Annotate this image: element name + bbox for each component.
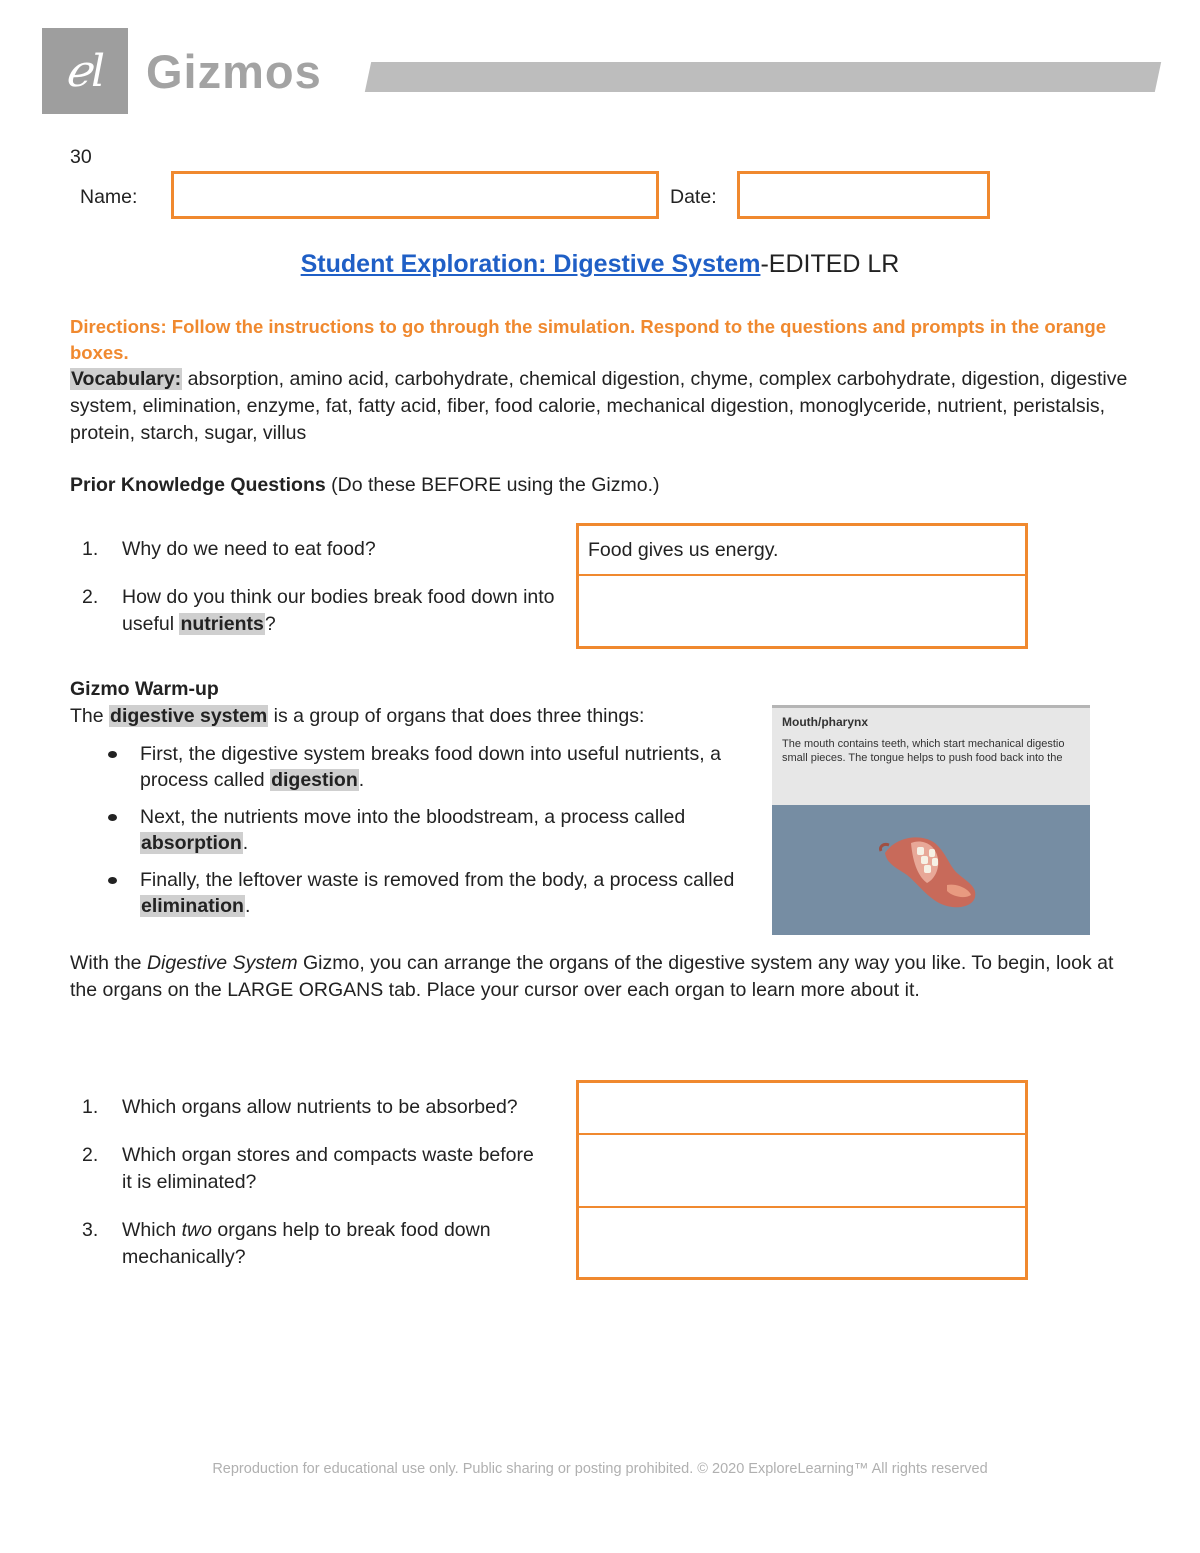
explorelearning-logo — [42, 28, 128, 114]
logo-mark-icon: ℯl — [64, 45, 106, 97]
bullet-absorption: Next, the nutrients move into the bloodstream, a process called absorption. — [104, 804, 744, 856]
question-text: Which two organs help to break food down mechanically? — [122, 1219, 491, 1268]
title-link[interactable]: Student Exploration: Digestive System — [300, 250, 761, 278]
vocabulary-list: absorption, amino acid, carbohydrate, chemical digestion, chyme, complex carbohydrate, digestion, digestive system, elimination, enzyme, fat, fatty acid, fiber, food calorie, mechanical digestion, monoglyceride, nutrient, peristalsis, protein, starch, sugar, villus — [70, 368, 1128, 444]
prior-heading-text: Prior Knowledge Questions — [70, 474, 326, 496]
page-number: 30 — [70, 146, 92, 168]
question-text: Which organs allow nutrients to be absorbed? — [122, 1096, 518, 1118]
organ-title: Mouth/pharynx — [782, 715, 868, 729]
prior-knowledge-heading — [70, 472, 1140, 499]
gizmos-wordmark: Gizmos — [146, 45, 322, 98]
date-field[interactable] — [737, 171, 990, 219]
answer-box-2[interactable] — [579, 1133, 1025, 1206]
organ-description-line-1: The mouth contains teeth, which start mechanical digestio — [782, 738, 1065, 750]
title-suffix: -EDITED LR — [760, 250, 900, 278]
term-elimination: elimination — [141, 895, 244, 917]
name-field[interactable] — [171, 171, 659, 219]
term-nutrients: nutrients — [180, 613, 264, 635]
warmup-question-2 — [82, 1142, 542, 1196]
footer-copyright: Reproduction for educational use only. Public sharing or posting prohibited. © 2020 ExploreLearning™ All rights reserved — [212, 1461, 988, 1477]
prior-answer-grid — [576, 523, 1028, 649]
prior-heading-note: (Do these BEFORE using the Gizmo.) — [325, 474, 660, 496]
organ-description-line-2: small pieces. The tongue helps to push food back into the — [782, 752, 1063, 764]
name-label: Name: — [80, 186, 138, 208]
prior-question-1 — [82, 536, 562, 563]
answer-box-2[interactable] — [579, 574, 1025, 646]
question-number: 1. — [82, 538, 99, 560]
gizmo-name: Digestive System — [146, 952, 298, 974]
term-digestive-system: digestive system — [110, 705, 268, 727]
header-bar — [365, 62, 1161, 92]
question-number: 3. — [82, 1219, 99, 1241]
question-text: Why do we need to eat food? — [122, 538, 376, 560]
warmup-bullets — [104, 741, 744, 930]
organ-info-panel — [772, 705, 1090, 805]
page-title — [0, 250, 1200, 279]
question-text: Which organ stores and compacts waste before it is eliminated? — [122, 1144, 534, 1193]
prior-question-2 — [82, 584, 567, 638]
warmup-heading: Gizmo Warm-up — [70, 678, 219, 700]
gizmo-screenshot — [772, 705, 1090, 935]
question-number: 2. — [82, 586, 99, 608]
directions: Directions: Follow the instructions to go through the simulation. Respond to the questions and prompts in the orange boxes. — [70, 316, 1106, 363]
vocabulary-label: Vocabulary: — [71, 368, 182, 390]
term-digestion: digestion — [271, 769, 358, 791]
question-number: 1. — [82, 1096, 99, 1118]
warmup-question-1 — [82, 1094, 572, 1121]
question-number: 2. — [82, 1144, 99, 1166]
vocabulary — [70, 366, 1140, 447]
bullet-digestion: First, the digestive system breaks food down into useful nutrients, a process called digestion. — [104, 741, 744, 793]
answer-box-1[interactable]: Food gives us energy. — [588, 539, 779, 561]
date-label: Date: — [670, 186, 717, 208]
answer-box-3[interactable] — [579, 1206, 1025, 1277]
warmup-intro: The digestive system is a group of organs that does three things: — [70, 705, 645, 727]
gizmo-paragraph: With the Digestive System Gizmo, you can arrange the organs of the digestive system any way you like. To begin, look at the organs on the LARGE ORGANS tab. Place your cursor over each organ to learn more about it. — [70, 952, 1114, 1001]
warmup-question-3 — [82, 1217, 542, 1271]
question-text: How do you think our bodies break food down into useful nutrients? — [122, 586, 555, 635]
term-absorption: absorption — [141, 832, 242, 854]
answer-box-1[interactable] — [579, 1083, 1025, 1133]
bullet-elimination: Finally, the leftover waste is removed from the body, a process called elimination. — [104, 867, 744, 919]
mouth-organ-icon — [877, 825, 987, 915]
warmup-answer-grid — [576, 1080, 1028, 1280]
